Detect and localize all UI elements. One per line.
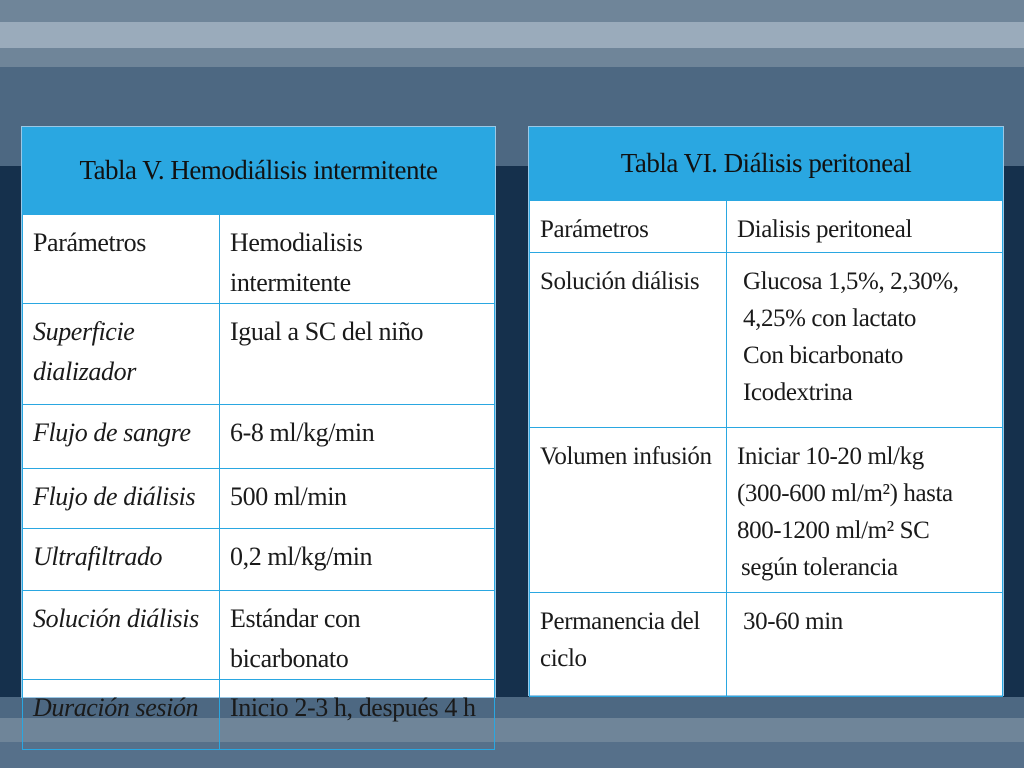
value-cell: Igual a SC del niño [220, 304, 495, 405]
value-line: Icodextrina [743, 379, 853, 406]
value-cell: 0,2 ml/kg/min [220, 529, 495, 591]
table-header-row [23, 215, 495, 304]
value-line: Glucosa 1,5%, 2,30%, [743, 268, 959, 295]
value-line: 30-60 min [743, 608, 843, 635]
param-cell: Flujo de sangre [23, 405, 220, 469]
table-row [23, 680, 495, 750]
hemodialysis-table [22, 214, 495, 750]
value-line: 800-1200 ml/m² SC [737, 517, 930, 544]
value-line: Iniciar 10-20 ml/kg [737, 443, 924, 470]
value-line: según tolerancia [741, 554, 898, 581]
table-row [530, 428, 1003, 593]
column-header: Hemodialisis intermitente [220, 215, 495, 304]
table-row [23, 529, 495, 591]
peritoneal-table [529, 200, 1003, 697]
table-row [530, 593, 1003, 697]
param-cell: Duración sesión [23, 680, 220, 750]
param-cell: Flujo de diálisis [23, 469, 220, 529]
value-cell: 6-8 ml/kg/min [220, 405, 495, 469]
value-cell [727, 593, 1003, 697]
top-stripe [0, 0, 1024, 22]
param-cell: Permanencia del ciclo [530, 593, 727, 697]
table-row [23, 405, 495, 469]
column-header: Dialisis peritoneal [727, 201, 1003, 253]
param-cell: Volumen infusión [530, 428, 727, 593]
hemodialysis-table-card [21, 126, 496, 722]
value-cell [727, 428, 1003, 593]
value-cell [727, 253, 1003, 428]
column-header: Parámetros [530, 201, 727, 253]
param-cell: Solución diálisis [530, 253, 727, 428]
table-row [23, 304, 495, 405]
peritoneal-table-title: Tabla VI. Diálisis peritoneal [529, 127, 1003, 200]
value-line: Con bicarbonato [743, 342, 903, 369]
param-cell: Superficie dializador [23, 304, 220, 405]
top-stripe [0, 48, 1024, 67]
table-row [23, 469, 495, 529]
param-cell: Ultrafiltrado [23, 529, 220, 591]
hemodialysis-table-title: Tabla V. Hemodiálisis intermitente [22, 127, 495, 214]
table-header-row [530, 201, 1003, 253]
value-cell: Inicio 2-3 h, después 4 h [220, 680, 495, 750]
top-stripe [0, 22, 1024, 48]
value-line: (300-600 ml/m²) hasta [737, 480, 953, 507]
param-cell: Solución diálisis [23, 591, 220, 680]
table-row [23, 591, 495, 680]
value-cell: Estándar con bicarbonato [220, 591, 495, 680]
column-header: Parámetros [23, 215, 220, 304]
table-row [530, 253, 1003, 428]
peritoneal-table-card [528, 126, 1004, 696]
value-cell: 500 ml/min [220, 469, 495, 529]
value-line: 4,25% con lactato [743, 305, 916, 332]
